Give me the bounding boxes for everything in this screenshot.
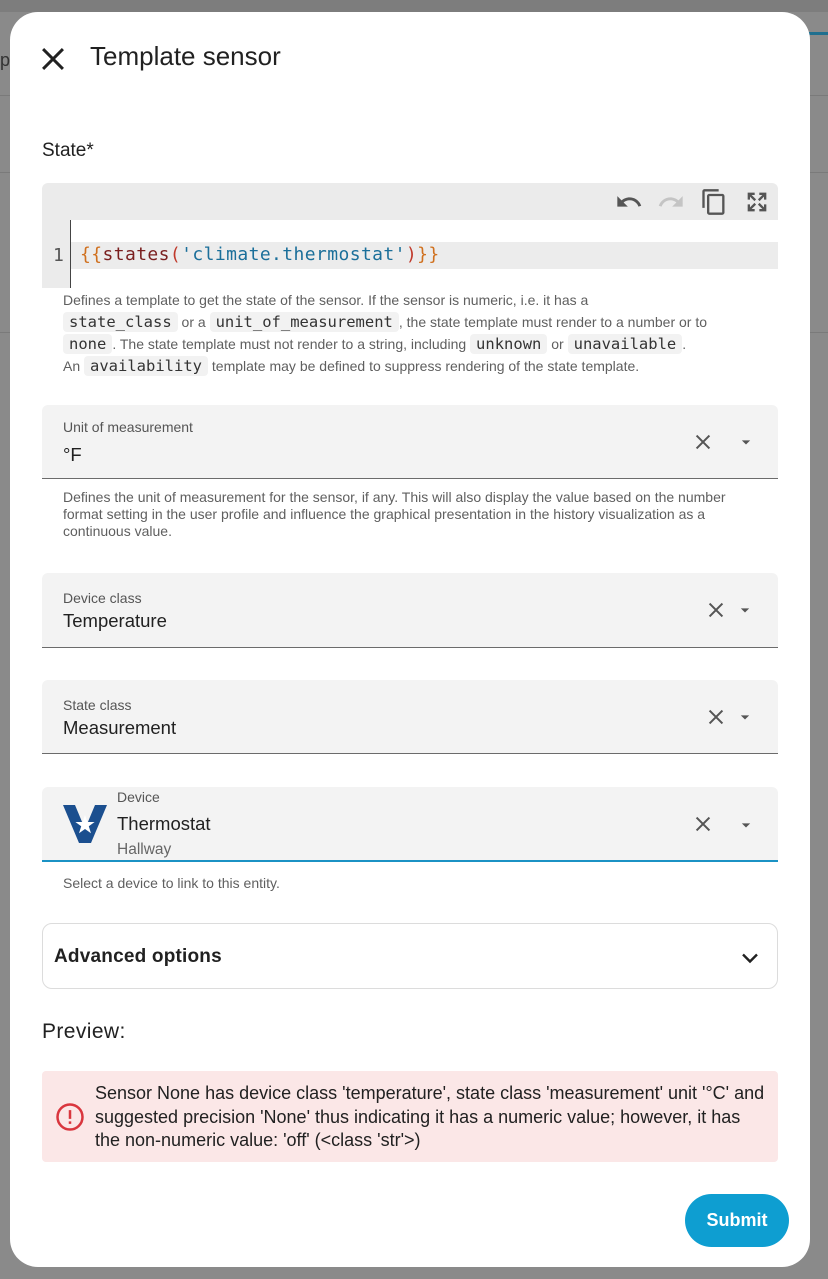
dialog-title: Template sensor: [90, 41, 281, 71]
code-token: ): [405, 244, 418, 265]
helper-segment: or: [551, 336, 564, 352]
state-class-dropdown-button[interactable]: [735, 707, 755, 727]
close-icon: [705, 706, 727, 728]
preview-error-message: Sensor None has device class 'temperature', state class 'measurement' unit '°C' and suggested precision 'None' thus indicating it has a numeric value; however, it has the non-numeric value: 'off' (<class 'str'>): [95, 1083, 765, 1150]
code-tag: unit_of_measurement: [210, 312, 399, 332]
code-token: states: [102, 244, 170, 265]
fullscreen-icon: [743, 188, 771, 216]
chevron-down-icon: [738, 946, 762, 970]
unit-dropdown-button[interactable]: [736, 432, 756, 452]
code-token: {{: [80, 244, 103, 265]
copy-button[interactable]: [700, 188, 728, 216]
arrow-drop-down-icon: [736, 815, 756, 835]
helper-segment: . The state template must not render to a string, including: [112, 336, 467, 352]
code-tag: none: [63, 334, 112, 354]
code-tag: availability: [84, 356, 208, 376]
advanced-options-label: Advanced options: [54, 946, 222, 967]
device-area: Hallway: [117, 841, 172, 858]
helper-segment: or a: [181, 314, 206, 330]
state-class-label: State class: [63, 697, 132, 713]
background-text: p: [0, 50, 11, 70]
close-icon: [692, 431, 714, 453]
arrow-drop-down-icon: [735, 707, 755, 727]
arrow-drop-down-icon: [735, 600, 755, 620]
close-icon: [692, 813, 714, 835]
state-label: State*: [42, 140, 94, 161]
helper-segment: Defines a template to get the state of the sensor. If the sensor is numeric, i.e. it has a: [63, 292, 589, 308]
device-class-label: Device class: [63, 590, 142, 606]
dialog-header: [10, 12, 810, 102]
close-button[interactable]: [36, 42, 70, 76]
code-token: (: [169, 244, 182, 265]
helper-segment: , the state template must render to a number or to: [398, 314, 708, 330]
background-top-bar: [0, 0, 828, 12]
advanced-options-expander[interactable]: [42, 923, 778, 989]
redo-icon: [657, 188, 685, 216]
code-tag: unknown: [470, 334, 547, 354]
unit-value: °F: [63, 444, 82, 465]
line-number: 1: [53, 245, 64, 266]
clear-device-class-button[interactable]: [705, 599, 727, 621]
helper-segment: template may be defined to suppress rendering of the state template.: [211, 358, 640, 374]
state-helper-text: [63, 289, 783, 377]
copy-icon: [700, 188, 728, 216]
unit-label: Unit of measurement: [63, 419, 193, 435]
state-template-editor[interactable]: [42, 183, 778, 288]
helper-segment: .: [682, 336, 687, 352]
undo-button[interactable]: [615, 188, 643, 216]
fullscreen-button[interactable]: [743, 188, 771, 216]
device-class-field[interactable]: [42, 573, 778, 648]
code-token: 'climate.thermostat': [181, 244, 406, 265]
code-line[interactable]: [80, 244, 440, 265]
redo-button[interactable]: [657, 188, 685, 216]
arrow-drop-down-icon: [736, 432, 756, 452]
helper-segment: An: [63, 358, 81, 374]
unit-of-measurement-field[interactable]: [42, 405, 778, 479]
clear-device-button[interactable]: [692, 813, 714, 835]
device-field[interactable]: [42, 787, 778, 862]
preview-title: Preview:: [42, 1020, 126, 1043]
device-brand-logo: [63, 803, 107, 843]
state-class-field[interactable]: [42, 680, 778, 754]
submit-button[interactable]: Submit: [685, 1194, 789, 1247]
alert-circle-icon: [55, 1102, 85, 1132]
device-class-value: Temperature: [63, 610, 167, 631]
undo-icon: [615, 188, 643, 216]
close-icon: [705, 599, 727, 621]
preview-error-alert: [42, 1071, 778, 1162]
device-value: Thermostat: [117, 813, 211, 834]
close-icon: [36, 42, 70, 76]
code-tag: unavailable: [568, 334, 683, 354]
clear-unit-button[interactable]: [692, 431, 714, 453]
code-token: }}: [417, 244, 440, 265]
device-label: Device: [117, 789, 160, 805]
device-class-dropdown-button[interactable]: [735, 600, 755, 620]
template-sensor-dialog: [10, 12, 810, 1267]
device-helper-text: Select a device to link to this entity.: [63, 875, 280, 891]
clear-state-class-button[interactable]: [705, 706, 727, 728]
state-class-value: Measurement: [63, 717, 177, 738]
code-tag: state_class: [63, 312, 178, 332]
editor-toolbar: [42, 183, 778, 220]
device-dropdown-button[interactable]: [736, 815, 756, 835]
unit-helper-text: Defines the unit of measurement for the sensor, if any. This will also display the value based on the number format setting in the user profile and influence the graphical presentation in the history visualization as a continuous value.: [63, 489, 726, 539]
